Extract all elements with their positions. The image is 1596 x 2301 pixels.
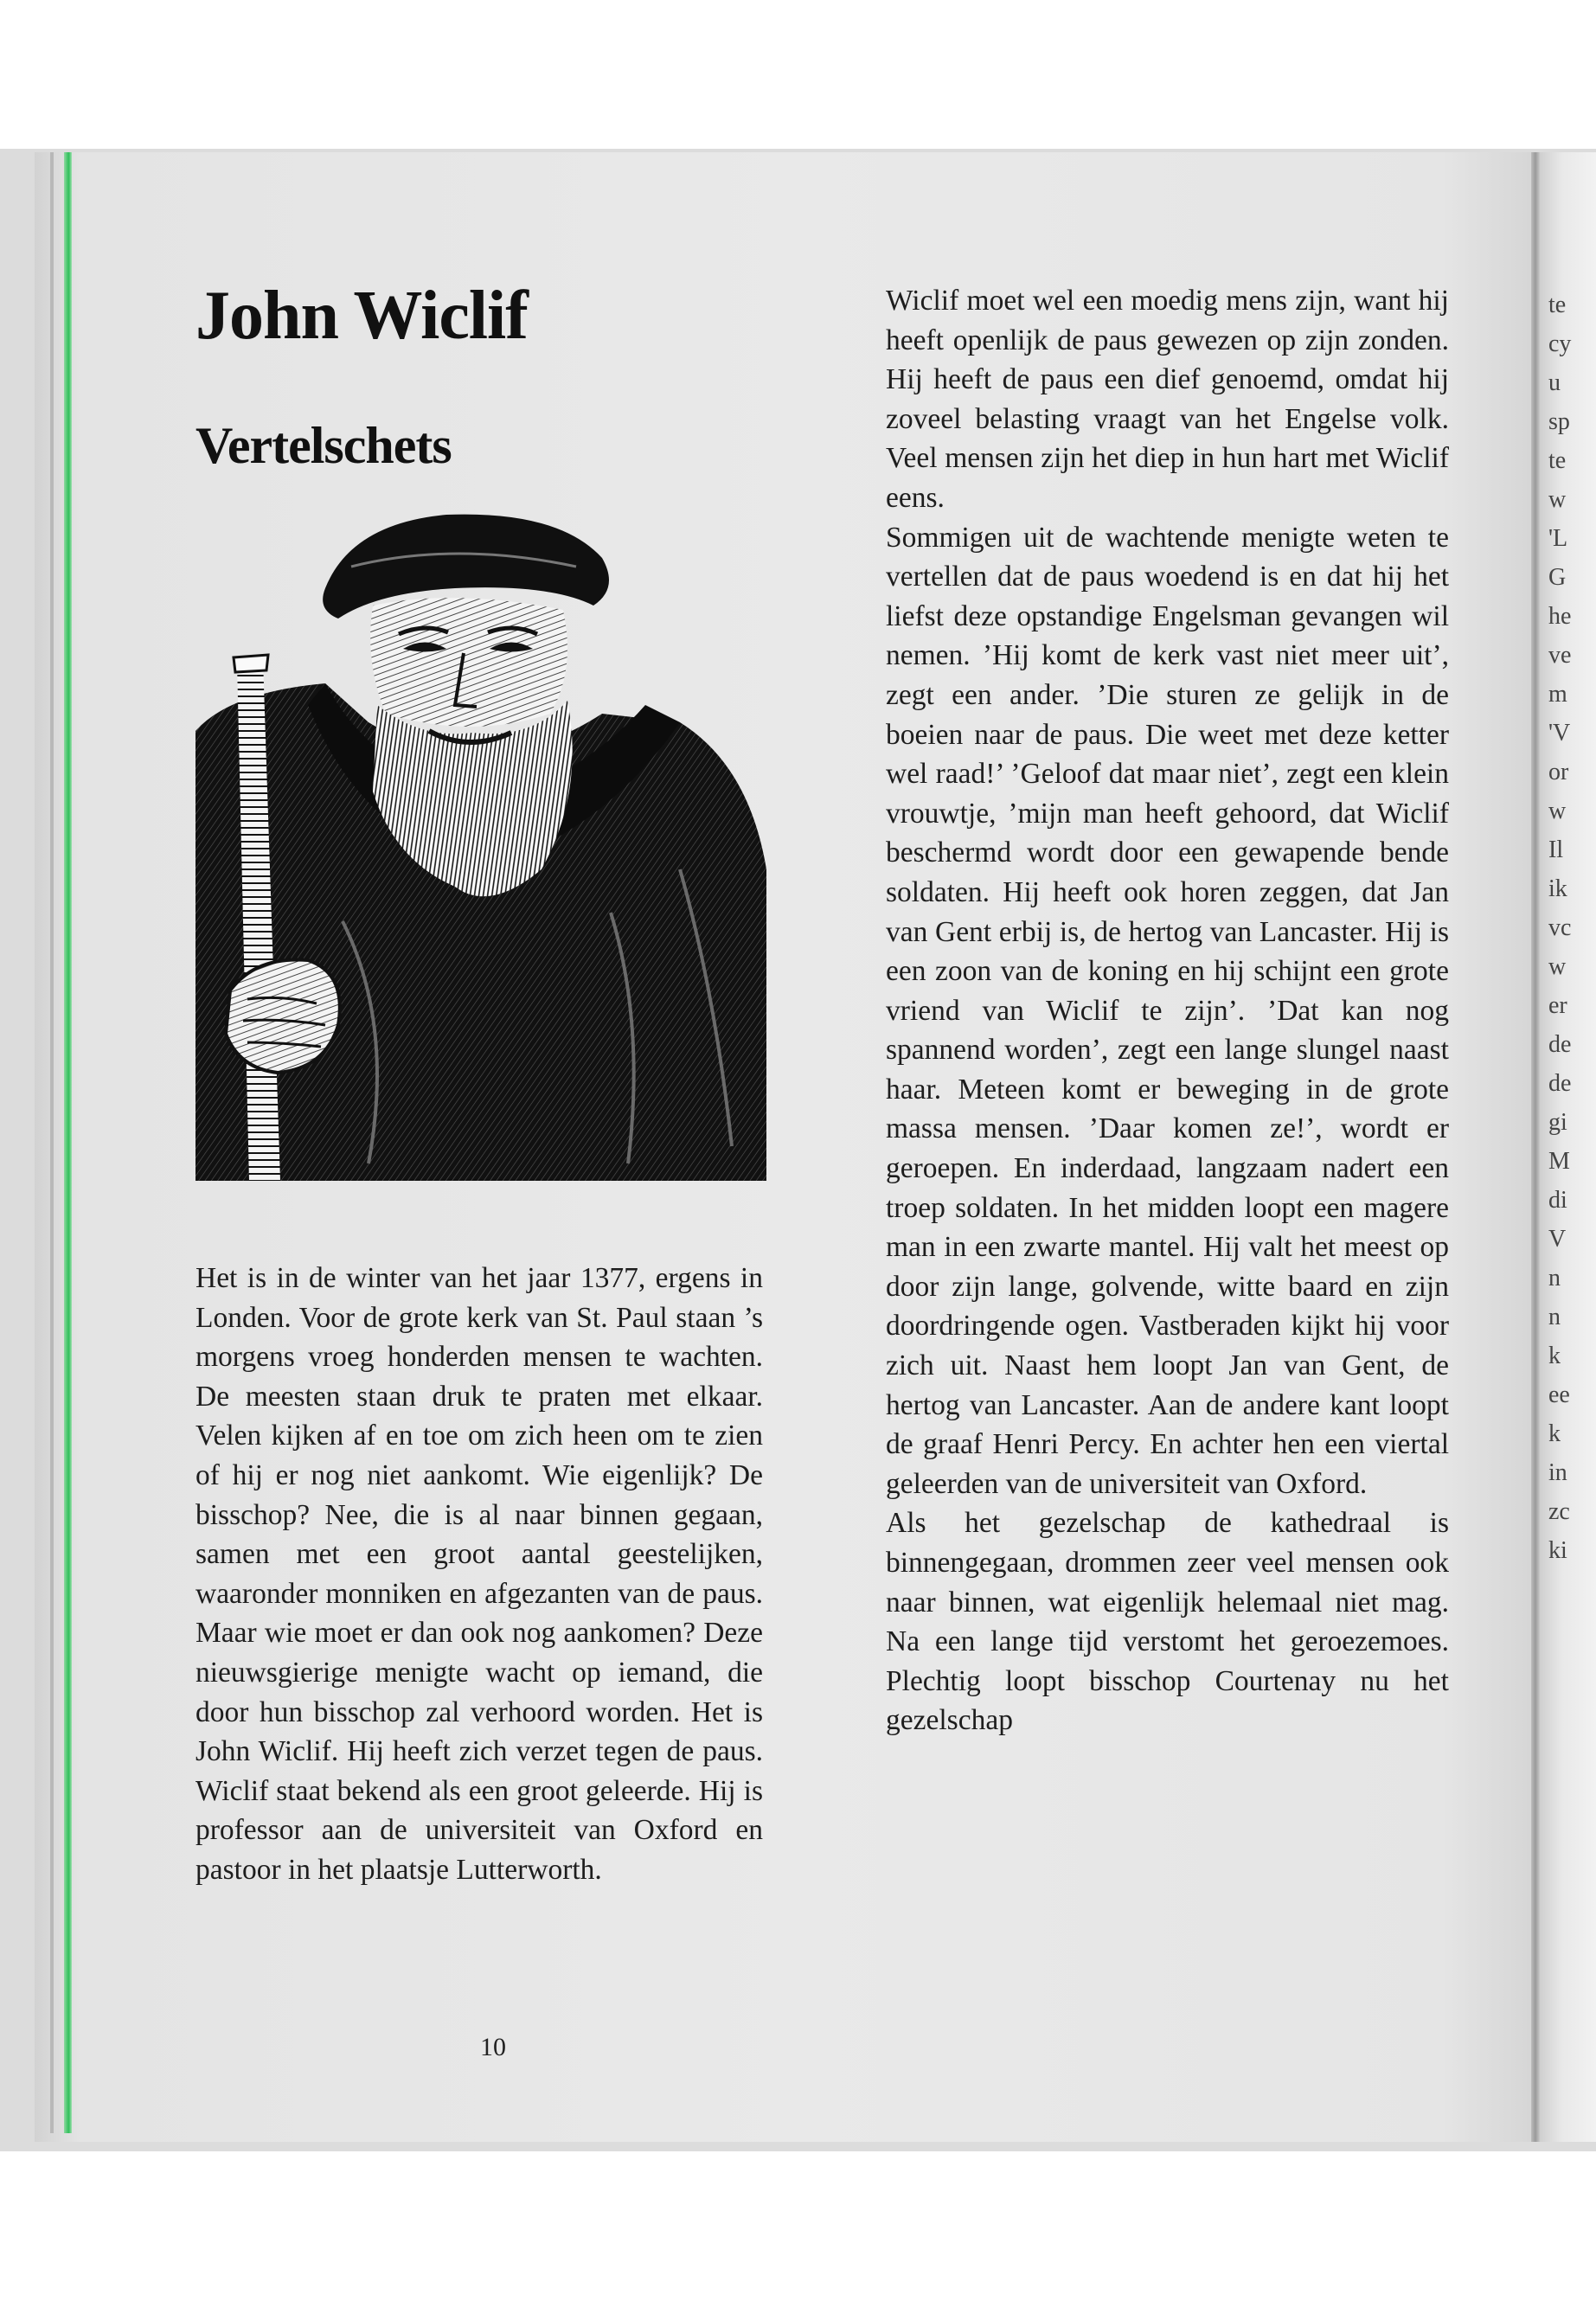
next-page-fragment: di bbox=[1548, 1187, 1567, 1214]
next-page-fragment: ee bbox=[1548, 1381, 1570, 1408]
next-page-fragment: u bbox=[1548, 369, 1561, 396]
next-page-fragment: gi bbox=[1548, 1109, 1567, 1136]
next-page-fragment: G bbox=[1548, 564, 1567, 591]
right-text-column bbox=[886, 281, 1449, 1740]
next-page-fragment: n bbox=[1548, 1304, 1561, 1330]
next-page-fragment: te bbox=[1548, 292, 1567, 318]
paragraph: Sommigen uit de wachtende menigte weten te vertellen dat de paus woedend is en dat hij het liefst deze opstandige Engelsman gevangen wil nemen. ’Hij komt de kerk vast niet meer uit’, zegt een ander. ’Die sturen ze gelijk in de boeien naar de paus. Die weet met deze ketter wel raad!’ ’Geloof dat maar niet’, zegt een klein vrouwtje, ’mijn man heeft gehoord, dat Wiclif beschermd wordt door een gewapende bende soldaten. Hij heeft ook horen zeggen, dat Jan van Gent erbij is, de hertog van Lancaster. Hij is een zoon van de koning en hij schijnt een grote vriend van Wiclif te zijn’. ’Dat kan nog spannend worden’, zegt een lange slungel naast haar. Meteen komt er beweging in de grote massa mensen. ’Daar komen ze!’, wordt er geroepen. En inderdaad, langzaam nadert een troep soldaten. In het midden loopt een magere man in een zwarte mantel. Hij valt het meest op door zijn lange, golvende, witte baard en zijn doordringende ogen. Vastberaden kijkt hij voor zich uit. Naast hem loopt Jan van Gent, de hertog van Lancaster. Aan de andere kant loopt de graaf Henri Percy. En achter hen een viertal geleerden van de universiteit van Oxford. bbox=[886, 521, 1449, 1500]
next-page-fragment: M bbox=[1548, 1148, 1570, 1175]
paragraph: Wiclif moet wel een moedig mens zijn, want hij heeft openlijk de paus gewezen op zijn zonden. Hij heeft de paus een dief genoemd, omdat hij zoveel belasting vraagt van het Engelse volk. Veel mensen zijn het diep in hun hart met Wiclif eens. bbox=[886, 285, 1449, 514]
next-page-fragment: er bbox=[1548, 992, 1567, 1019]
next-page-fragment: in bbox=[1548, 1459, 1567, 1486]
left-text-column bbox=[195, 1259, 763, 1890]
next-page-fragment: Il bbox=[1548, 836, 1564, 863]
article-subtitle: Vertelschets bbox=[195, 417, 452, 474]
page-left-rule bbox=[50, 152, 54, 2133]
next-page-fragment: w bbox=[1548, 798, 1567, 824]
next-page-fragment: 'L bbox=[1548, 525, 1568, 552]
next-page-fragment: ve bbox=[1548, 642, 1572, 669]
next-page-fragment: ki bbox=[1548, 1537, 1567, 1564]
next-page-fragment: V bbox=[1548, 1226, 1567, 1253]
next-page-fragment: n bbox=[1548, 1265, 1561, 1292]
next-page-fragment: m bbox=[1548, 681, 1567, 708]
page-number: 10 bbox=[480, 2033, 506, 2061]
next-page-fragment: 'V bbox=[1548, 720, 1571, 747]
next-page-fragment: de bbox=[1548, 1031, 1572, 1058]
next-page-fragment: he bbox=[1548, 603, 1572, 630]
paragraph: Het is in de winter van het jaar 1377, ergens in Londen. Voor de grote kerk van St. Paul staan ’s morgens vroeg honderden mensen te wachten. De meesten staan druk te praten met elkaar. Velen kijken af en toe om zich heen om te zien of hij er nog niet aankomt. Wie eigenlijk? De bisschop? Nee, die is al naar binnen gegaan, samen met een groot aantal geestelijken, waaronder monniken en afgezanten van de paus. Maar wie moet er dan ook nog aankomen? Deze nieuwsgierige menigte wacht op iemand, die door hun bisschop zal verhoord worden. Het is John Wiclif. Hij heeft zich verzet tegen de paus. Wiclif staat bekend als een groot geleerde. Hij is professor aan de universiteit van Oxford en pastoor in het plaatsje Lutterworth. bbox=[195, 1262, 763, 1886]
next-page-fragment: cy bbox=[1548, 330, 1572, 357]
next-page-fragment: sp bbox=[1548, 408, 1570, 435]
next-page-fragment: w bbox=[1548, 486, 1567, 513]
next-page-fragment: k bbox=[1548, 1343, 1561, 1369]
book-spine bbox=[1531, 152, 1540, 2142]
next-page-fragment: w bbox=[1548, 953, 1567, 980]
article-title: John Wiclif bbox=[195, 278, 528, 354]
next-page-fragments bbox=[1548, 285, 1592, 1570]
paragraph: Als het gezelschap de kathedraal is binnengegaan, drommen zeer veel mensen ook naar binnen, wat eigenlijk helemaal niet mag. Na een lange tijd verstomt het geroezemoes. Plechtig loopt bisschop Courtenay nu het gezelschap bbox=[886, 1507, 1449, 1737]
green-binding-edge bbox=[64, 152, 72, 2133]
next-page-fragment: zc bbox=[1548, 1498, 1570, 1525]
next-page-fragment: ik bbox=[1548, 875, 1567, 902]
next-page-fragment: te bbox=[1548, 447, 1567, 474]
next-page-fragment: k bbox=[1548, 1420, 1561, 1447]
next-page-fragment: vc bbox=[1548, 914, 1572, 941]
next-page-fragment: de bbox=[1548, 1070, 1572, 1097]
woodcut-portrait-icon bbox=[195, 506, 766, 1181]
next-page-fragment: or bbox=[1548, 759, 1569, 785]
